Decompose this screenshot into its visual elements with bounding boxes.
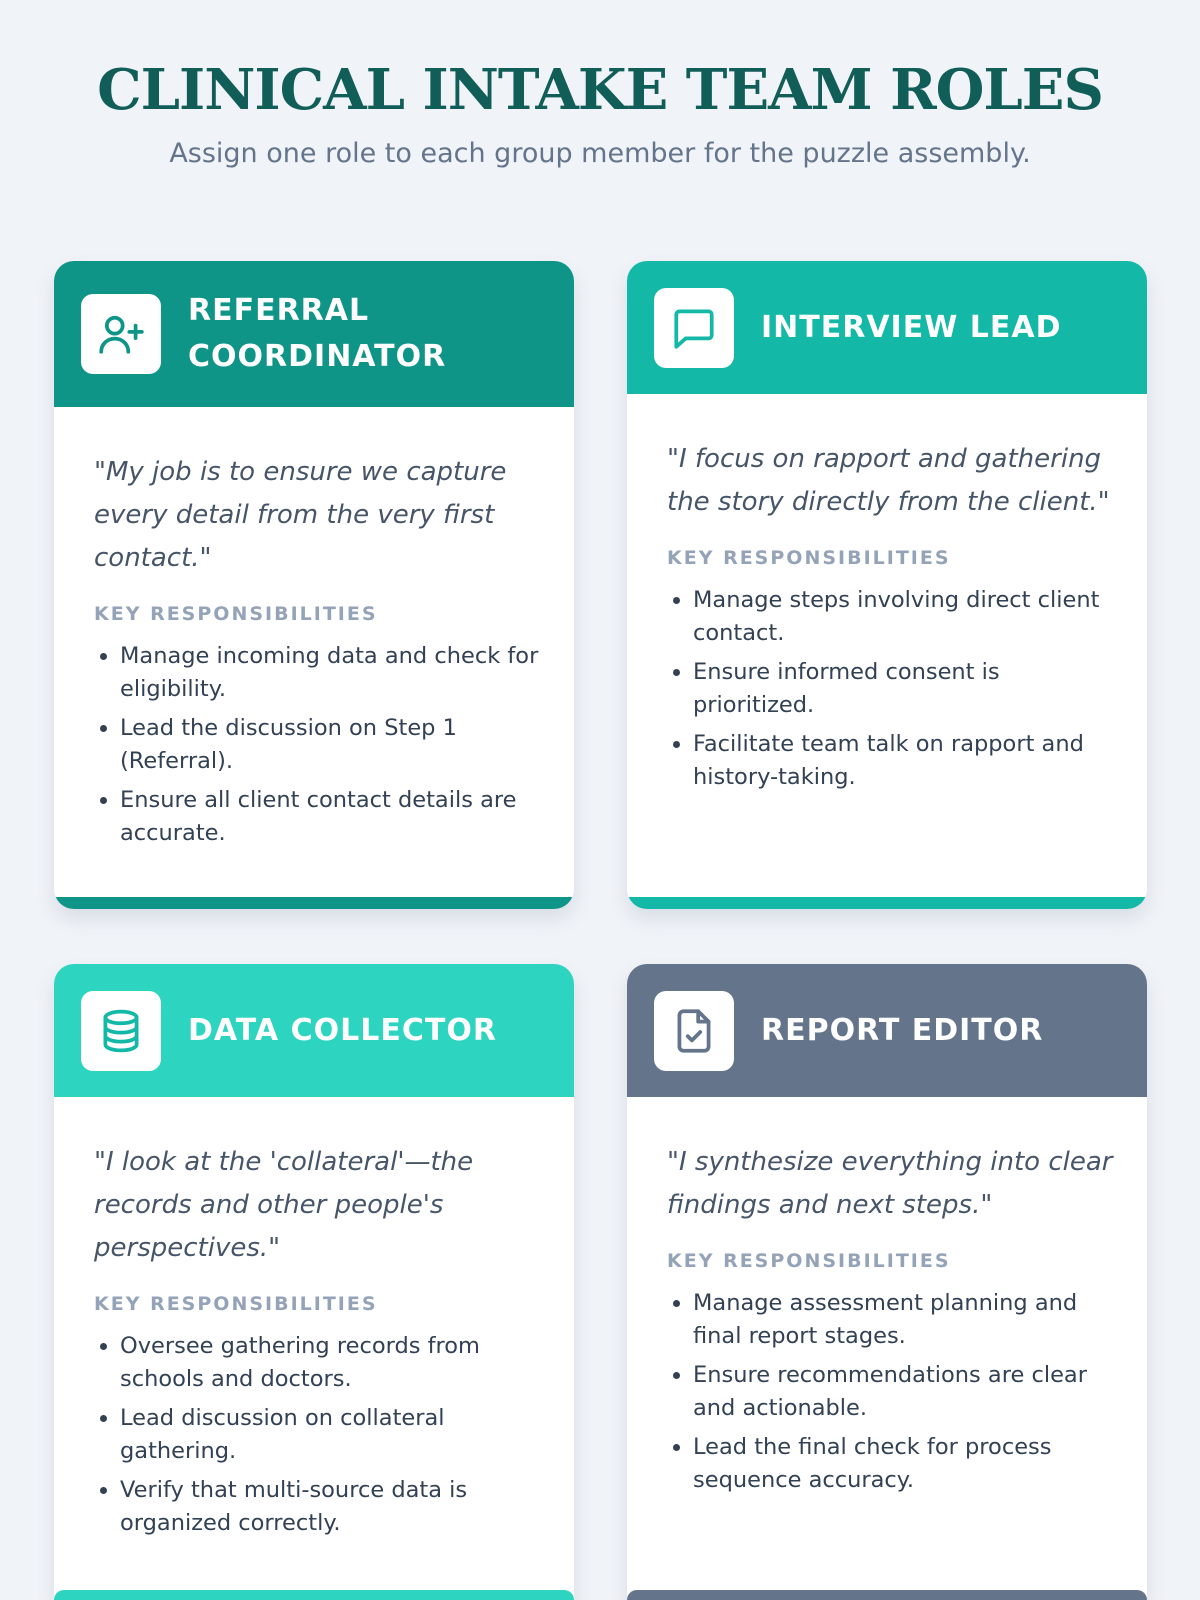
card-accent-bar (54, 897, 574, 909)
responsibility-item: • Manage assessment planning and final report stages. (693, 1287, 1127, 1353)
responsibilities-list (667, 1287, 1127, 1497)
page-subtitle: Assign one role to each group member for the puzzle assembly. (169, 138, 1031, 169)
card-accent-bar (627, 1590, 1147, 1600)
icon-box (81, 991, 161, 1071)
responsibility-item: • Facilitate team talk on rapport and history-taking. (693, 728, 1127, 794)
card-header (54, 964, 574, 1097)
icon-box (654, 288, 734, 368)
card-body (667, 438, 1127, 800)
responsibilities-heading: KEY RESPONSIBILITIES (94, 1293, 378, 1315)
role-quote: "I focus on rapport and gathering the story directly from the client." (667, 444, 1110, 517)
responsibility-item: • Ensure informed consent is prioritized. (693, 656, 1127, 722)
card-accent-bar (54, 1590, 574, 1600)
page-header (0, 52, 1200, 172)
card-title: DATA COLLECTOR (188, 1012, 497, 1048)
card-title: REFERRAL COORDINATOR (188, 293, 447, 374)
responsibility-item: • Manage steps involving direct client contact. (693, 584, 1127, 650)
card-title: INTERVIEW LEAD (761, 309, 1062, 345)
page-title: CLINICAL INTAKE TEAM ROLES (97, 57, 1103, 123)
file-check-icon (669, 1006, 719, 1056)
responsibility-item: • Lead discussion on collateral gathering. (120, 1402, 554, 1468)
responsibility-item: • Lead the final check for process sequence accuracy. (693, 1431, 1127, 1497)
role-card-interview-lead (627, 261, 1147, 909)
responsibilities-heading: KEY RESPONSIBILITIES (94, 603, 378, 625)
responsibilities-list (667, 584, 1127, 794)
role-card-report-editor (627, 964, 1147, 1600)
responsibility-item: • Oversee gathering records from schools and doctors. (120, 1330, 554, 1396)
responsibility-item: • Manage incoming data and check for eligibility. (120, 640, 554, 706)
icon-box (81, 294, 161, 374)
card-body (94, 451, 554, 856)
responsibilities-heading: KEY RESPONSIBILITIES (667, 547, 951, 569)
role-card-data-collector (54, 964, 574, 1600)
role-quote: "I look at the 'collateral'—the records and other people's perspectives." (94, 1147, 474, 1263)
responsibilities-list (94, 640, 554, 850)
responsibility-item: • Ensure all client contact details are accurate. (120, 784, 554, 850)
responsibility-item: • Verify that multi-source data is organized correctly. (120, 1474, 554, 1540)
responsibilities-heading: KEY RESPONSIBILITIES (667, 1250, 951, 1272)
role-card-referral-coordinator (54, 261, 574, 909)
role-quote: "I synthesize everything into clear findings and next steps." (667, 1147, 1113, 1220)
card-header (627, 964, 1147, 1097)
responsibility-item: • Lead the discussion on Step 1 (Referral). (120, 712, 554, 778)
card-accent-bar (627, 897, 1147, 909)
card-title: REPORT EDITOR (761, 1012, 1044, 1048)
icon-box (654, 991, 734, 1071)
card-header (54, 261, 574, 407)
card-body (667, 1141, 1127, 1503)
user-plus-icon (96, 309, 146, 359)
chat-bubble-icon (669, 303, 719, 353)
card-body (94, 1141, 554, 1546)
card-header (627, 261, 1147, 394)
database-icon (96, 1006, 146, 1056)
responsibilities-list (94, 1330, 554, 1540)
responsibility-item: • Ensure recommendations are clear and actionable. (693, 1359, 1127, 1425)
role-quote: "My job is to ensure we capture every detail from the very first contact." (94, 457, 507, 573)
